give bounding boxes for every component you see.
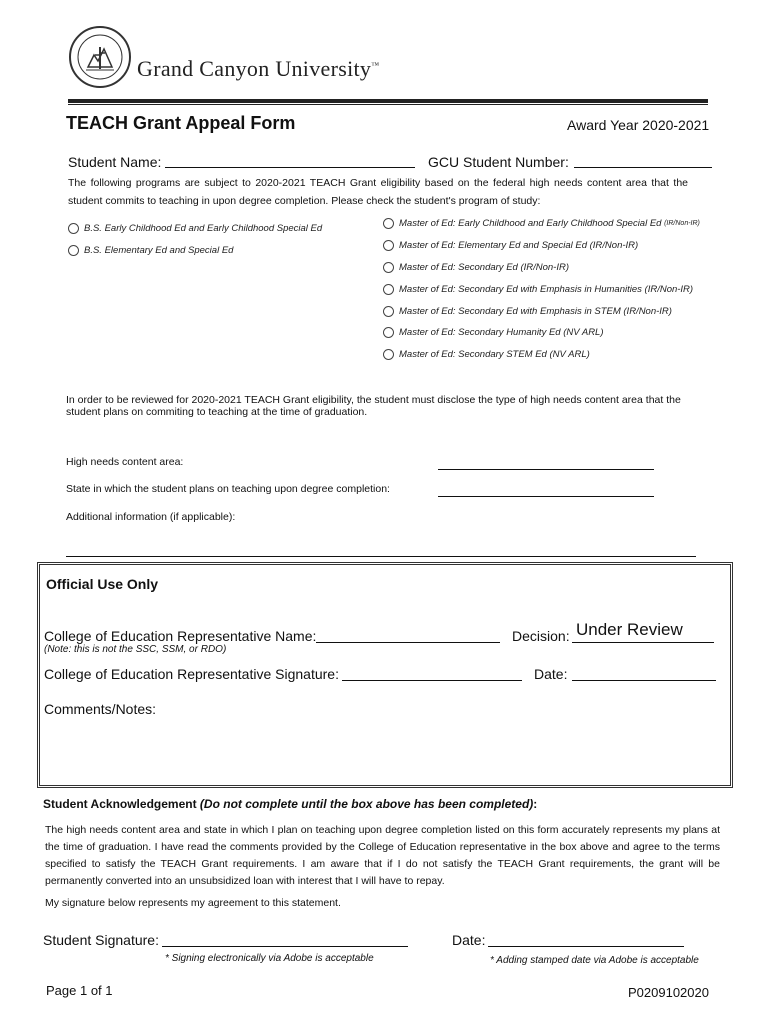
program-label: Master of Ed: Secondary Humanity Ed (NV ARL) [399,327,604,339]
program-option[interactable] [383,235,733,257]
rep-name-label: College of Education Representative Name: [44,628,317,644]
program-option[interactable] [68,217,368,239]
decision-field[interactable] [572,620,714,643]
radio-button[interactable] [383,240,394,251]
state-label: State in which the student plans on teaching upon degree completion: [66,483,390,495]
ack-agreement: My signature below represents my agreement to this statement. [45,897,341,909]
program-label: B.S. Early Childhood Ed and Early Childhood Special Ed [84,222,323,234]
program-label-suffix: (IR/Non-IR) [664,220,700,228]
ack-title-note: (Do not complete until the box above has been completed) [199,797,534,811]
decision-value: Under Review [576,620,683,639]
student-name-field[interactable] [165,153,415,168]
ack-title [43,797,537,811]
university-name: Grand Canyon University™ [137,56,380,81]
program-option[interactable] [383,322,733,344]
rep-note: (Note: this is not the SSC, SSM, or RDO) [44,644,227,655]
award-year: Award Year 2020-2021 [567,117,710,133]
radio-button[interactable] [383,218,394,229]
program-option[interactable] [383,344,733,366]
form-title: TEACH Grant Appeal Form [66,113,296,133]
student-name-label: Student Name: [68,154,162,170]
student-date-field[interactable] [488,932,684,947]
program-option[interactable] [383,300,733,322]
radio-button[interactable] [383,306,394,317]
official-use-title: Official Use Only [46,576,159,592]
radio-button[interactable] [383,284,394,295]
additional-info-field[interactable] [66,540,696,557]
radio-button[interactable] [383,327,394,338]
ack-title-colon: : [533,797,538,811]
program-label: Master of Ed: Secondary Ed (IR/Non-IR) [399,261,570,273]
program-label: Master of Ed: Early Childhood and Early Childhood Special Ed [399,218,662,230]
student-date-label: Date: [452,932,486,948]
content-area-field[interactable] [438,456,654,470]
university-seal-logo [68,25,132,89]
rep-signature-label: College of Education Representative Signature: [44,666,339,682]
program-label: Master of Ed: Secondary Ed with Emphasis in Humanities (IR/Non-IR) [399,283,694,295]
decision-label: Decision: [512,628,570,644]
radio-button[interactable] [383,349,394,360]
gcu-number-label: GCU Student Number: [428,154,569,170]
page-number: Page 1 of 1 [46,983,113,998]
program-option[interactable] [383,278,733,300]
additional-info-label: Additional information (if applicable): [66,511,236,523]
rep-date-label: Date: [534,666,568,682]
date-note: * Adding stamped date via Adobe is acceptable [490,955,699,966]
signature-note: * Signing electronically via Adobe is acceptable [165,953,374,964]
radio-button[interactable] [383,262,394,273]
program-label: B.S. Elementary Ed and Special Ed [84,244,234,256]
content-area-label: High needs content area: [66,456,184,468]
program-label: Master of Ed: Elementary Ed and Special Ed (IR/Non-IR) [399,240,639,252]
program-label: Master of Ed: Secondary Ed with Emphasis in STEM (IR/Non-IR) [399,305,672,317]
rep-signature-field[interactable] [342,666,522,681]
state-field[interactable] [438,483,654,497]
programs-right [383,213,733,366]
rep-date-field[interactable] [572,666,716,681]
program-option[interactable] [383,257,733,279]
gcu-number-field[interactable] [574,153,712,168]
programs-intro: The following programs are subject to 2020-2021 TEACH Grant eligibility based on the federal high needs content area that the student commits to teaching in upon degree completion. Please check the student's program of study: [68,177,688,207]
header-divider [68,99,708,103]
ack-paragraph: The high needs content area and state in which I plan on teaching upon degree completion listed on this form accurately represents my plans at the time of graduation. I have read the comments provided by the College of Education representative in the box above and agree to the terms specified to satisfy the TEACH Grant requirements. I am aware that if I do not satisfy the TEACH Grant requirements, the grant will be permanently converted into an unsubsidized loan with interest that I will have to repay. [45,824,720,887]
radio-button[interactable] [68,245,79,256]
program-label: Master of Ed: Secondary STEM Ed (NV ARL) [399,349,590,361]
program-option[interactable] [68,239,368,261]
program-option[interactable] [383,213,733,235]
form-code: P0209102020 [628,985,709,1000]
student-signature-label: Student Signature: [43,932,159,948]
rep-name-field[interactable] [316,628,500,643]
ack-title-text: Student Acknowledgement [43,797,197,811]
radio-button[interactable] [68,223,79,234]
programs-left [68,217,368,261]
disclosure-text: In order to be reviewed for 2020-2021 TEACH Grant eligibility, the student must disclose the type of high needs content area that the student plans on commiting to teaching at the time of graduation. [66,394,681,418]
header-divider-thin [68,104,708,105]
comments-label: Comments/Notes: [44,701,157,717]
student-signature-field[interactable] [162,932,408,947]
